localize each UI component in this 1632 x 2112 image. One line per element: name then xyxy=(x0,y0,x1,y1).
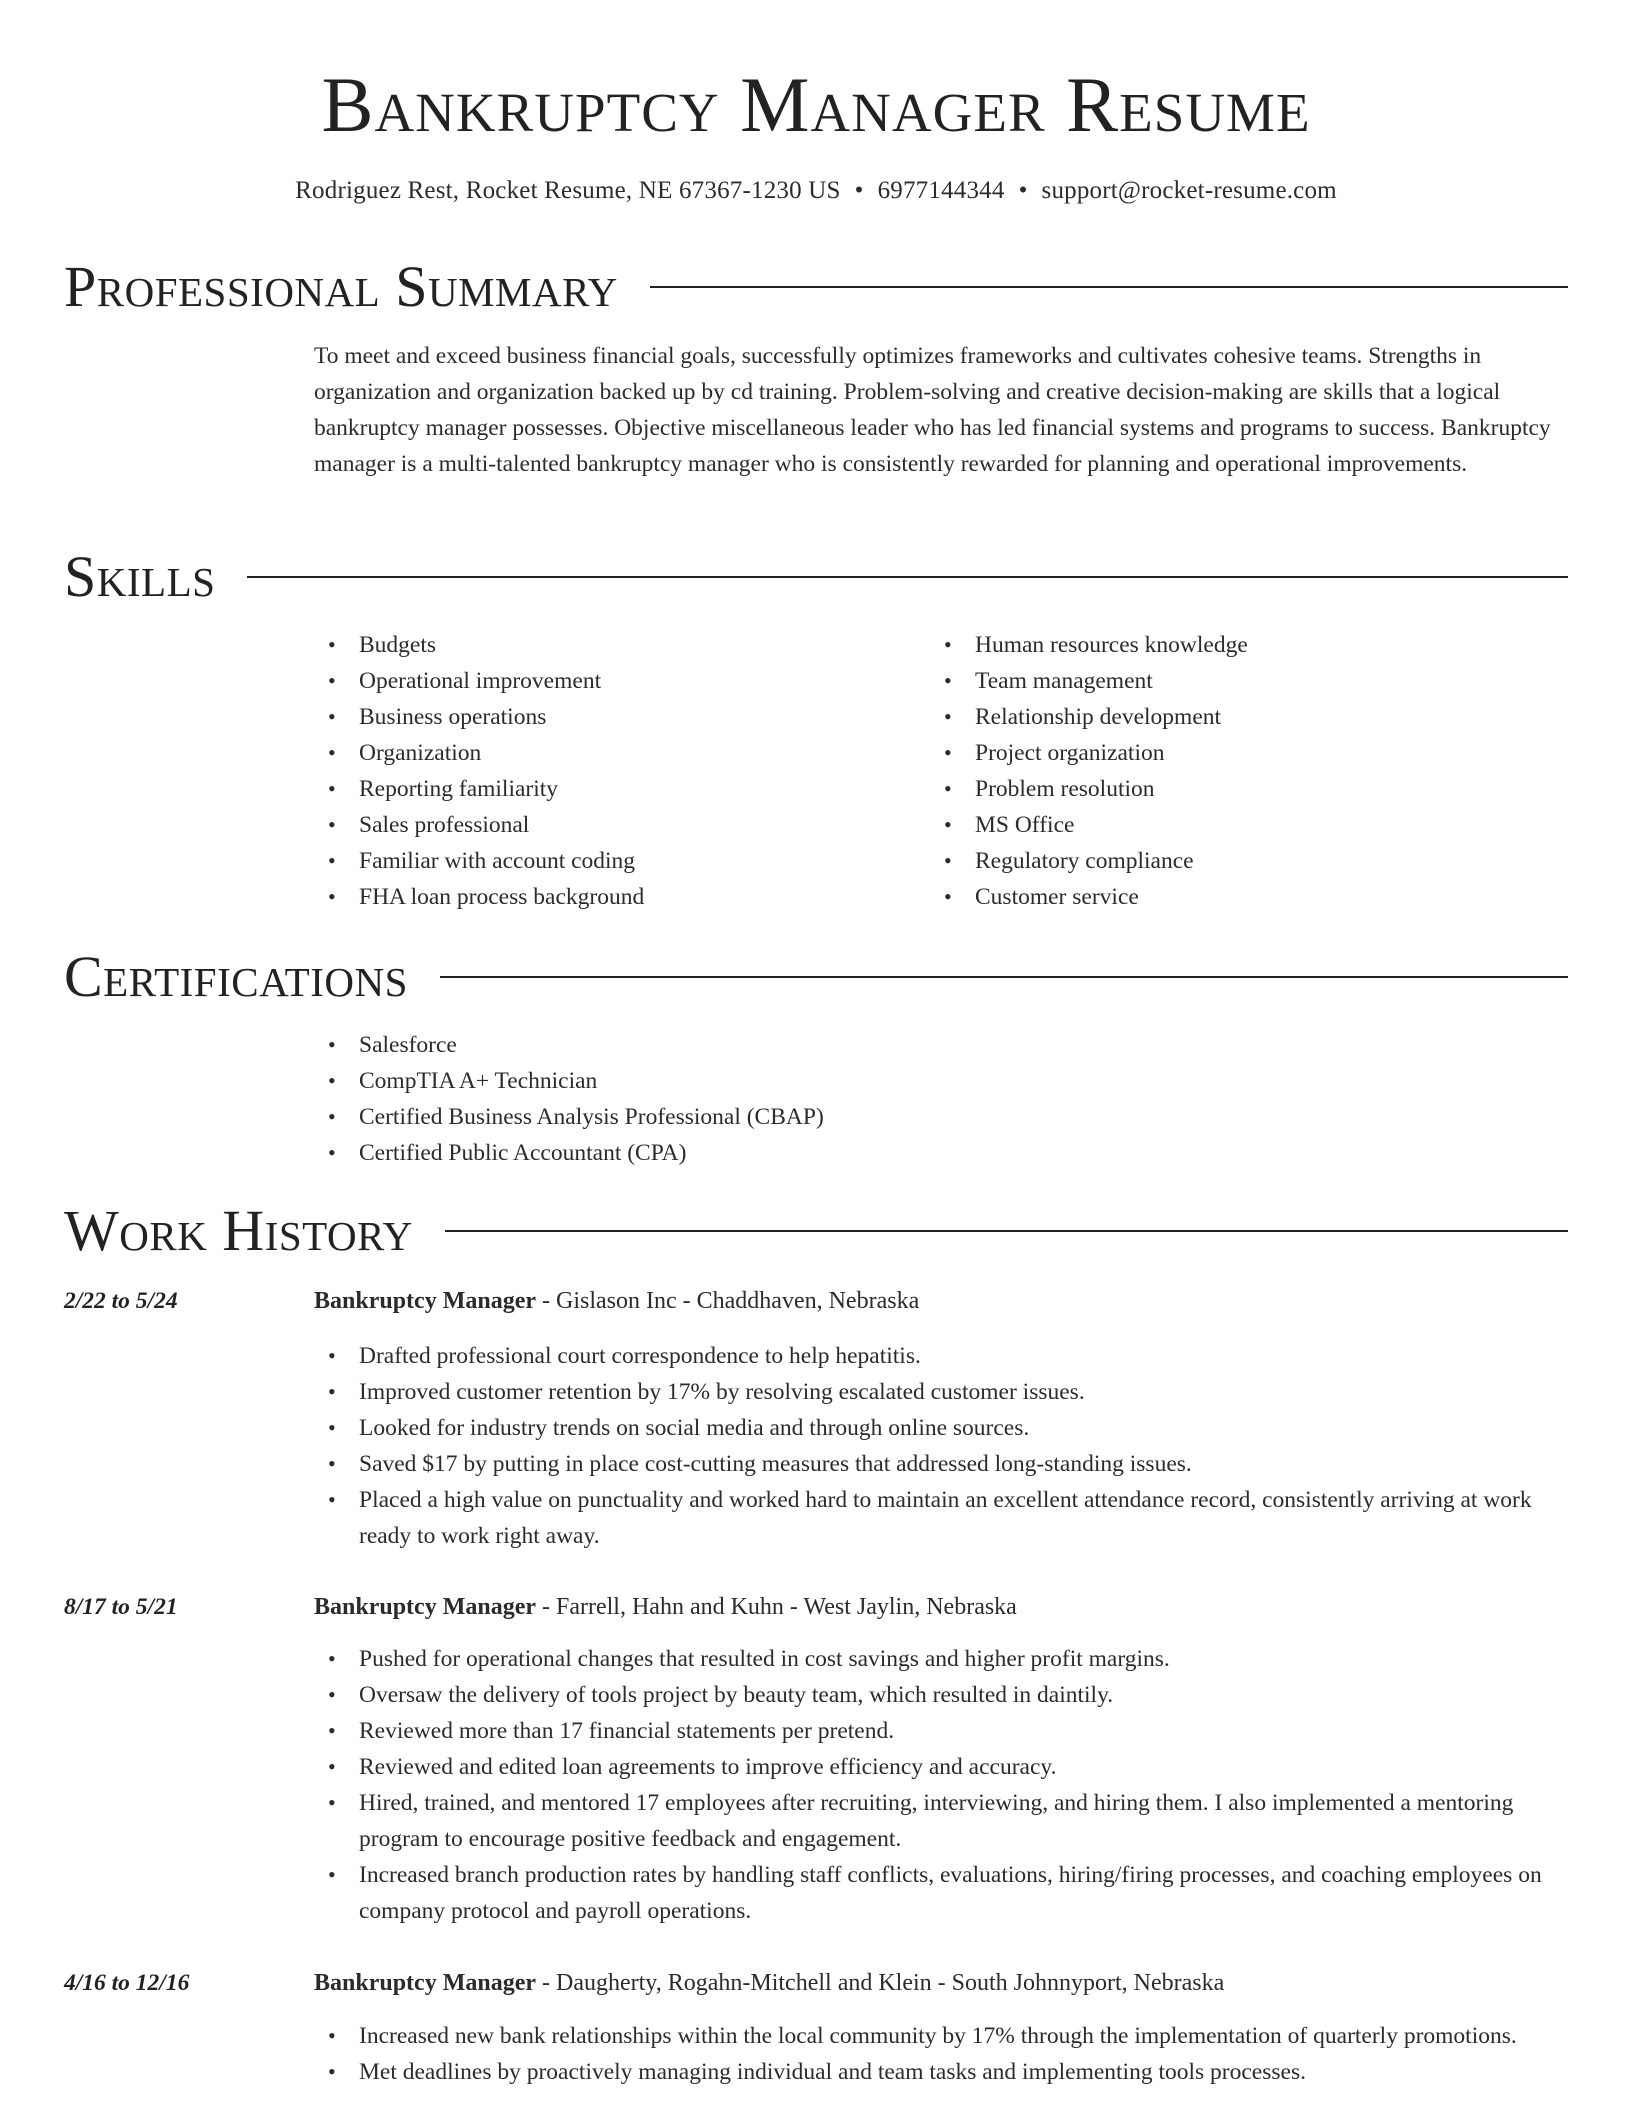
skills-list-right xyxy=(930,627,1570,915)
contact-separator: • xyxy=(854,177,864,204)
resume-title: Bankruptcy Manager Resume xyxy=(321,61,1311,148)
job-bullet: • Increased new bank relationships within the local community by 17% through the implementation of quarterly promotions. xyxy=(314,2018,1568,2054)
skill-item: • Project organization xyxy=(930,735,1570,771)
summary-section-header xyxy=(64,252,1568,322)
section-divider xyxy=(650,286,1568,288)
skill-item: • Problem resolution xyxy=(930,771,1570,807)
skill-item: • Business operations xyxy=(314,699,914,735)
job-header xyxy=(314,1965,1568,2001)
skill-item: • Regulatory compliance xyxy=(930,843,1570,879)
job-dates: 4/16 to 12/16 xyxy=(64,1970,190,1996)
skills-list-left xyxy=(314,627,914,915)
skill-item: • Relationship development xyxy=(930,699,1570,735)
skill-item: • Reporting familiarity xyxy=(314,771,914,807)
summary-heading: Professional Summary xyxy=(64,254,618,319)
skill-item: • Operational improvement xyxy=(314,663,914,699)
certification-item: • Certified Public Accountant (CPA) xyxy=(314,1135,1568,1171)
job-bullets xyxy=(314,1641,1568,1929)
certification-item: • CompTIA A+ Technician xyxy=(314,1063,1568,1099)
job-bullet: • Pushed for operational changes that resulted in cost savings and higher profit margins. xyxy=(314,1641,1568,1677)
job-bullet: • Improved customer retention by 17% by resolving escalated customer issues. xyxy=(314,1374,1568,1410)
job-title: Bankruptcy Manager xyxy=(314,1594,536,1620)
job-bullet: • Increased branch production rates by handling staff conflicts, evaluations, hiring/firing processes, and coaching employees on company protocol and payroll operations. xyxy=(314,1857,1568,1929)
job-bullet: • Met deadlines by proactively managing individual and team tasks and implementing tools processes. xyxy=(314,2054,1568,2090)
skills-heading: Skills xyxy=(64,544,216,609)
skill-item: • Human resources knowledge xyxy=(930,627,1570,663)
job-bullet: • Reviewed and edited loan agreements to improve efficiency and accuracy. xyxy=(314,1749,1568,1785)
skill-item: • Budgets xyxy=(314,627,914,663)
skill-item: • Familiar with account coding xyxy=(314,843,914,879)
skill-item: • MS Office xyxy=(930,807,1570,843)
skills-section-header xyxy=(64,542,1568,612)
job-bullet: • Placed a high value on punctuality and worked hard to maintain an excellent attendance record, consistently arriving at work ready to work right away. xyxy=(314,1482,1568,1554)
certification-item: • Certified Business Analysis Professional (CBAP) xyxy=(314,1099,1568,1135)
summary-text: To meet and exceed business financial goals, successfully optimizes frameworks and cultivates cohesive teams. Strengths in organization and organization backed up by cd training. Problem-solving and creative decision-making are skills that a logical bankruptcy manager possesses. Objective miscellaneous leader who has led financial systems and programs to success. Bankruptcy manager is a multi-talented bankruptcy manager who is consistently rewarded for planning and operational improvements. xyxy=(314,343,1551,477)
contact-separator: • xyxy=(1018,177,1028,204)
certifications-section-header xyxy=(64,942,1568,1012)
job-title: Bankruptcy Manager xyxy=(314,1288,536,1314)
certification-item: • Salesforce xyxy=(314,1027,1568,1063)
work-history-section-header xyxy=(64,1196,1568,1266)
job-employer: - Gislason Inc - Chaddhaven, Nebraska xyxy=(536,1288,920,1314)
skill-item: • Team management xyxy=(930,663,1570,699)
certifications-heading: Certifications xyxy=(64,944,408,1009)
skill-item: • Customer service xyxy=(930,879,1570,915)
job-header xyxy=(314,1589,1568,1625)
contact-phone: 6977144344 xyxy=(877,177,1005,204)
job-bullets xyxy=(314,2018,1568,2090)
job-header xyxy=(314,1283,1568,1319)
work-history-heading: Work History xyxy=(64,1198,413,1263)
skill-item: • FHA loan process background xyxy=(314,879,914,915)
job-bullet: • Reviewed more than 17 financial statements per pretend. xyxy=(314,1713,1568,1749)
job-bullet: • Oversaw the delivery of tools project by beauty team, which resulted in daintily. xyxy=(314,1677,1568,1713)
contact-line xyxy=(0,175,1632,207)
job-bullet: • Looked for industry trends on social media and through online sources. xyxy=(314,1410,1568,1446)
certifications-list xyxy=(314,1027,1568,1171)
section-divider xyxy=(445,1230,1568,1232)
job-employer: - Farrell, Hahn and Kuhn - West Jaylin, Nebraska xyxy=(536,1594,1017,1620)
contact-email[interactable]: support@rocket-resume.com xyxy=(1041,177,1337,204)
job-bullet: • Saved $17 by putting in place cost-cutting measures that addressed long-standing issues. xyxy=(314,1446,1568,1482)
skill-item: • Organization xyxy=(314,735,914,771)
job-bullet: • Drafted professional court correspondence to help hepatitis. xyxy=(314,1338,1568,1374)
job-title: Bankruptcy Manager xyxy=(314,1970,536,1996)
job-employer: - Daugherty, Rogahn-Mitchell and Klein - South Johnnyport, Nebraska xyxy=(536,1970,1225,1996)
contact-address: Rodriguez Rest, Rocket Resume, NE 67367-1230 US xyxy=(295,177,841,204)
section-divider xyxy=(247,576,1568,578)
job-bullets xyxy=(314,1338,1568,1554)
job-dates: 2/22 to 5/24 xyxy=(64,1288,178,1314)
section-divider xyxy=(440,976,1568,978)
job-dates: 8/17 to 5/21 xyxy=(64,1594,178,1620)
job-bullet: • Hired, trained, and mentored 17 employees after recruiting, interviewing, and hiring them. I also implemented a mentoring program to encourage positive feedback and engagement. xyxy=(314,1785,1568,1857)
skill-item: • Sales professional xyxy=(314,807,914,843)
